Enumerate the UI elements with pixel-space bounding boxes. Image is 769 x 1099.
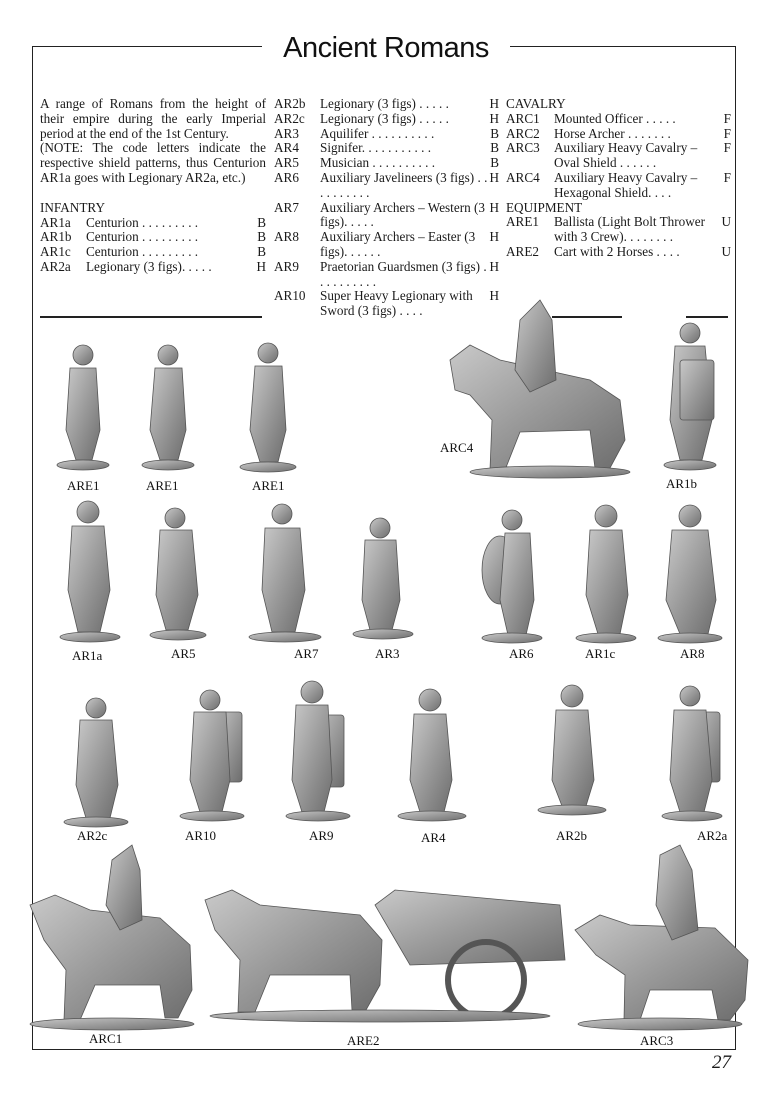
aquilifer-ar3 bbox=[353, 518, 413, 639]
centurion-ar1a bbox=[60, 501, 120, 642]
item-code: ARE1 bbox=[506, 214, 539, 230]
item-text: Super Heavy Legionary with Sword (3 figs) . . . . bbox=[320, 288, 473, 319]
centurion-ar1b bbox=[664, 323, 716, 470]
ballista-crew-figure-3 bbox=[240, 343, 296, 472]
item-code: AR2b bbox=[274, 96, 306, 111]
figure-label: AR5 bbox=[171, 646, 196, 661]
musician-ar5 bbox=[150, 508, 206, 640]
item-grade: H bbox=[256, 258, 266, 274]
item-text: Auxiliary Heavy Cavalry – Oval Shield . . . . . . bbox=[554, 140, 698, 171]
mounted-cavalry-arc3 bbox=[575, 845, 748, 1030]
mounted-cavalry-arc4 bbox=[450, 300, 630, 478]
figure-label: AR8 bbox=[680, 646, 705, 661]
item-code: AR6 bbox=[274, 169, 299, 185]
item-text: Praetorian Guardsmen (3 figs) . . . . . . . . . . bbox=[320, 258, 487, 289]
figure-label: AR10 bbox=[185, 828, 217, 843]
item-grade: H bbox=[489, 110, 499, 126]
item-code: AR8 bbox=[274, 229, 299, 245]
item-grade: F bbox=[723, 125, 731, 141]
item-code: AR4 bbox=[274, 140, 299, 156]
figure-label: ARE1 bbox=[67, 478, 100, 493]
figure-label: AR2a bbox=[697, 828, 728, 843]
figure-label: AR4 bbox=[421, 830, 446, 845]
praetorian-ar9 bbox=[286, 681, 350, 821]
item-code: AR1c bbox=[40, 244, 71, 260]
item-text: Centurion . . . . . . . . . bbox=[86, 229, 199, 245]
figure-label: AR6 bbox=[509, 646, 534, 661]
item-text: Cart with 2 Horses . . . . bbox=[554, 243, 680, 259]
item-text: Auxiliary Javelineers (3 figs) . . . . . . . . . . bbox=[320, 169, 488, 200]
page-number: 27 bbox=[712, 1052, 731, 1073]
item-code: AR1a bbox=[40, 214, 71, 230]
item-grade: H bbox=[489, 169, 499, 185]
figure-label: AR1a bbox=[72, 648, 103, 663]
legionary-ar2c bbox=[64, 698, 128, 827]
item-grade: F bbox=[723, 110, 731, 126]
item-code: ARC4 bbox=[506, 169, 540, 185]
item-text: Legionary (3 figs) . . . . . bbox=[320, 110, 449, 126]
ballista-crew-figure-2 bbox=[142, 345, 194, 470]
centurion-ar1c bbox=[576, 505, 636, 643]
item-grade: H bbox=[489, 96, 499, 111]
item-text: Aquilifer . . . . . . . . . . bbox=[320, 125, 435, 141]
item-text: Signifer. . . . . . . . . . . bbox=[320, 140, 431, 156]
item-code: AR10 bbox=[274, 288, 306, 304]
item-grade: U bbox=[721, 243, 731, 259]
figure-label: ARE1 bbox=[146, 478, 179, 493]
item-code: AR1b bbox=[40, 229, 72, 245]
item-code: AR2a bbox=[40, 258, 71, 274]
item-grade: U bbox=[721, 214, 731, 230]
item-text: Legionary (3 figs). . . . . bbox=[86, 258, 212, 274]
item-text: Mounted Officer . . . . . bbox=[554, 110, 676, 126]
figure-label: AR2b bbox=[556, 828, 588, 843]
item-grade: H bbox=[489, 199, 499, 215]
javelineer-ar6 bbox=[482, 510, 542, 643]
item-code: AR7 bbox=[274, 199, 299, 215]
signifer-ar4 bbox=[398, 689, 466, 821]
item-text: Musician . . . . . . . . . . bbox=[320, 155, 436, 171]
item-grade: F bbox=[723, 140, 731, 156]
item-code: AR2c bbox=[274, 110, 305, 126]
item-code: ARC1 bbox=[506, 110, 540, 126]
item-grade: B bbox=[257, 229, 266, 245]
figure-label: AR9 bbox=[309, 828, 334, 843]
item-text: Centurion . . . . . . . . . bbox=[86, 214, 199, 230]
item-grade: B bbox=[257, 214, 266, 230]
item-text: Auxiliary Heavy Cavalry – Hexagonal Shield. . . . bbox=[554, 169, 698, 200]
item-code: ARE2 bbox=[506, 243, 539, 259]
equipment-heading: EQUIPMENT bbox=[506, 199, 583, 215]
page-title: Ancient Romans bbox=[283, 32, 489, 64]
item-text: Centurion . . . . . . . . . bbox=[86, 244, 199, 260]
item-code: AR5 bbox=[274, 155, 299, 171]
figure-label: AR7 bbox=[294, 646, 319, 661]
figure-label: AR1b bbox=[666, 476, 698, 491]
item-grade: B bbox=[257, 244, 266, 260]
figure-label: ARC1 bbox=[89, 1031, 123, 1046]
super-heavy-legionary-ar10 bbox=[180, 690, 244, 821]
item-text: Auxiliary Archers – Western (3 figs). . . . . bbox=[320, 199, 485, 230]
item-grade: B bbox=[490, 125, 499, 141]
legionary-ar2a bbox=[662, 686, 722, 821]
item-text: Horse Archer . . . . . . . bbox=[554, 125, 671, 141]
item-code: AR3 bbox=[274, 125, 299, 141]
item-grade: H bbox=[489, 258, 499, 274]
item-text: Auxiliary Archers – Easter (3 figs). . . . . . bbox=[320, 229, 476, 259]
archer-ar7 bbox=[249, 504, 321, 642]
figure-label: ARC3 bbox=[640, 1033, 674, 1048]
ballista-crew-figure-1 bbox=[57, 345, 109, 470]
item-grade: B bbox=[490, 140, 499, 156]
item-grade: F bbox=[723, 169, 731, 185]
figure-label: ARC4 bbox=[440, 440, 474, 455]
item-grade: H bbox=[489, 229, 499, 245]
item-code: ARC2 bbox=[506, 125, 540, 141]
item-text: Legionary (3 figs) . . . . . bbox=[320, 96, 449, 111]
figure-label: AR2c bbox=[77, 828, 108, 843]
cart-with-horses-are2 bbox=[205, 890, 565, 1022]
item-grade: B bbox=[490, 155, 499, 171]
figure-label: ARE2 bbox=[347, 1033, 380, 1048]
figure-label: ARE1 bbox=[252, 478, 285, 493]
item-code: ARC3 bbox=[506, 140, 540, 156]
cavalry-heading: CAVALRY bbox=[506, 96, 566, 111]
note-text: (NOTE: The code letters indicate the respective shield patterns, thus Centurion AR1a goes with Legionary AR2a, etc.) bbox=[40, 140, 266, 185]
infantry-heading: INFANTRY bbox=[40, 199, 105, 215]
item-grade: H bbox=[489, 288, 499, 304]
mounted-officer-arc1 bbox=[30, 845, 194, 1030]
archer-ar8 bbox=[658, 505, 722, 643]
figure-label: AR3 bbox=[375, 646, 400, 661]
legionary-ar2b bbox=[538, 685, 606, 815]
item-code: AR9 bbox=[274, 258, 299, 274]
figure-label: AR1c bbox=[585, 646, 616, 661]
intro-text: A range of Romans from the height of their empire during the early Imperial period at the end of the 1st Century. bbox=[40, 96, 266, 141]
item-text: Ballista (Light Bolt Thrower with 3 Crew). . . . . . . . bbox=[554, 214, 706, 245]
